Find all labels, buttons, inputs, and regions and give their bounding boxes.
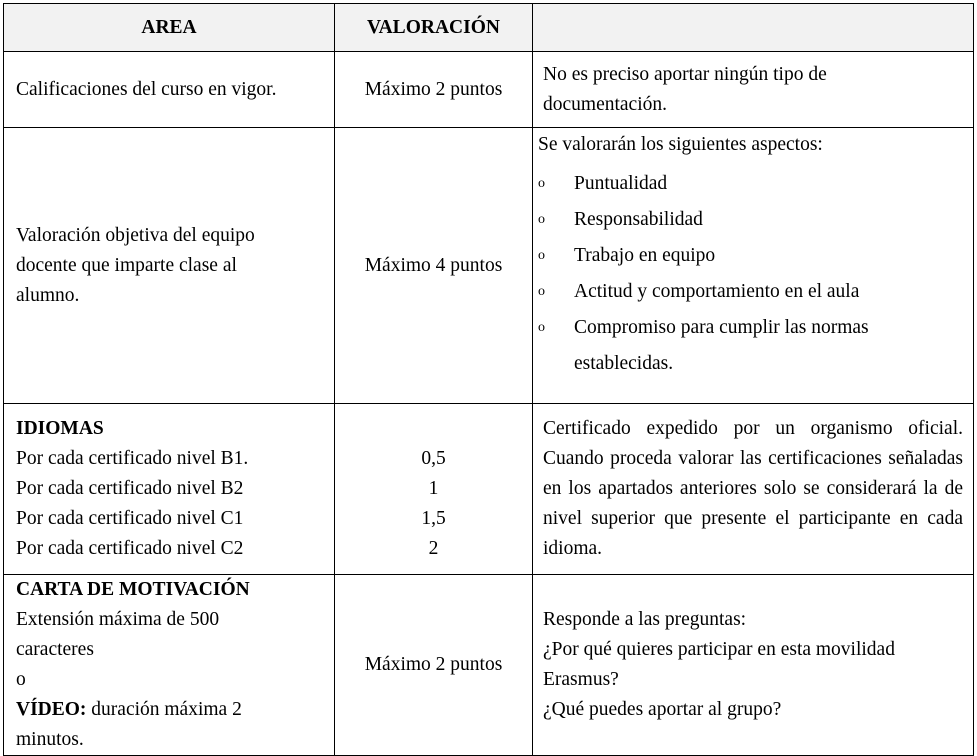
idiomas-level-value: 1 [428,478,439,499]
row-carta-motivacion [4,575,974,756]
video-text: duración máxima 2 minutos. [16,699,242,750]
carta-question-2: ¿Qué puedes aportar al grupo? [543,699,782,720]
circle-bullet-icon: o [538,212,545,227]
idiomas-level-label: Por cada certificado nivel C1 [16,508,244,529]
circle-bullet-icon: o [538,248,545,263]
header-descripcion [533,4,974,52]
carta-extension: Extensión máxima de 500 caracteres [16,609,220,660]
aspect-item: o Responsabilidad [538,202,963,238]
idiomas-descripcion: Certificado expedido por un organismo oficial. Cuando proceda valorar las certificaciones señaladas en los apartados anteriores solo se considerará la de nivel superior que presente el participante en cada idioma. [533,404,974,575]
carta-video [16,695,274,755]
idiomas-area [4,404,335,575]
idiomas-valoracion [335,404,533,575]
valoracion-docente-descripcion [533,128,974,404]
idiomas-level-value: 0,5 [421,448,446,469]
carta-responde: Responde a las preguntas: [543,609,747,630]
carta-question-1: ¿Por qué quieres participar en esta movilidad Erasmus? [543,639,895,690]
video-label: VÍDEO: [16,699,87,720]
carta-or: o [16,669,26,690]
valoracion-docente-valoracion: Máximo 4 puntos [335,128,533,404]
idiomas-level-label: Por cada certificado nivel C2 [16,538,244,559]
aspect-item: o Actitud y comportamiento en el aula [538,274,963,310]
carta-valoracion: Máximo 2 puntos [335,575,533,756]
criteria-table [3,3,974,756]
idiomas-level-label: Por cada certificado nivel B2 [16,478,244,499]
circle-bullet-icon: o [538,176,545,191]
circle-bullet-icon: o [538,284,545,299]
idiomas-level-value: 1,5 [421,508,446,529]
aspects-intro: Se valorarán los siguientes aspectos: [538,134,823,155]
row-idiomas [4,404,974,575]
aspect-item: o Trabajo en equipo [538,238,963,274]
header-area: AREA [4,4,335,52]
row-valoracion-docente [4,128,974,404]
calificaciones-descripcion: No es preciso aportar ningún tipo de documentación. [533,52,974,128]
row-calificaciones [4,52,974,128]
aspects-list [538,166,963,382]
header-valoracion: VALORACIÓN [335,4,533,52]
carta-descripcion [533,575,974,756]
carta-area [4,575,335,756]
idiomas-level-label: Por cada certificado nivel B1. [16,448,249,469]
circle-bullet-icon: o [538,320,545,335]
calificaciones-area: Calificaciones del curso en vigor. [4,52,335,128]
valoracion-docente-area: Valoración objetiva del equipo docente que imparte clase al alumno. [4,128,335,404]
idiomas-level-value: 2 [428,538,439,559]
carta-title: CARTA DE MOTIVACIÓN [16,579,250,600]
aspect-item: o Puntualidad [538,166,963,202]
header-row [4,4,974,52]
aspect-item: o Compromiso para cumplir las normas establecidas. [538,310,963,382]
calificaciones-valoracion: Máximo 2 puntos [335,52,533,128]
idiomas-title: IDIOMAS [16,418,104,439]
